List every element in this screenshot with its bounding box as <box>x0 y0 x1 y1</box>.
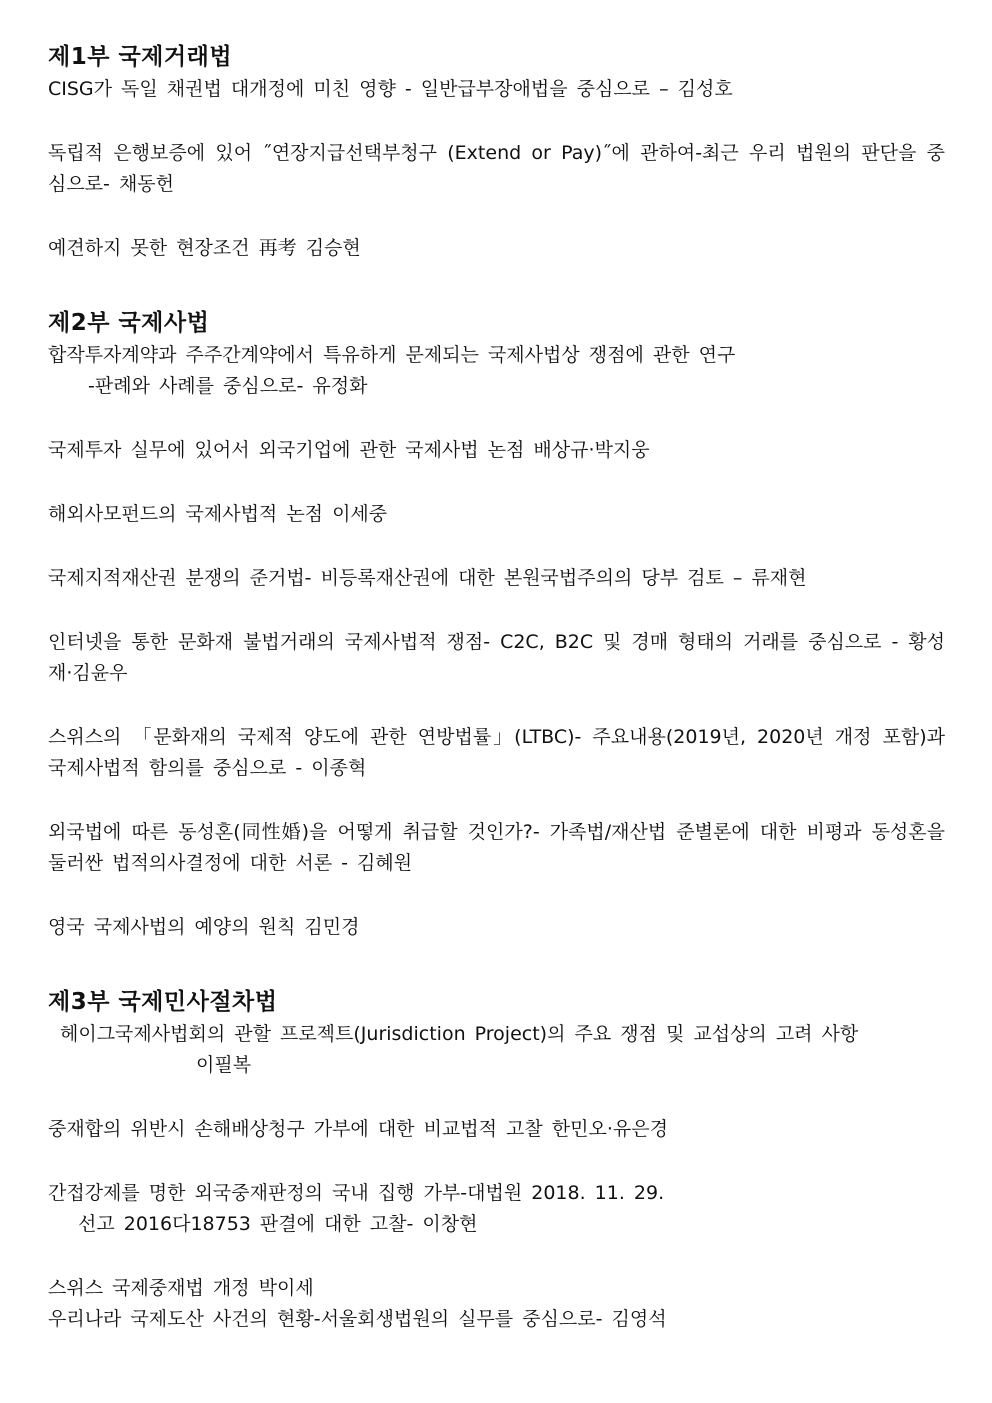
part-1 <box>48 40 945 264</box>
entry: 해외사모펀드의 국제사법적 논점 이세중 <box>48 503 388 525</box>
entry: 예견하지 못한 현장조건 再考 김승현 <box>48 237 361 259</box>
entry: 합작투자계약과 주주간계약에서 특유하게 문제되는 국제사법상 쟁점에 관한 연구 <box>48 344 736 366</box>
entry-continuation: 선고 2016다18753 판결에 대한 고찰- 이창현 <box>78 1213 478 1235</box>
entry-continuation: -판례와 사례를 중심으로- 유정화 <box>88 375 368 397</box>
part-2-title: 제2부 국제사법 <box>48 310 210 336</box>
entry: 스위스의 「문화재의 국제적 양도에 관한 연방법률」(LTBC)- 주요내용(2019년, 2020년 개정 포함)과 국제사법적 함의를 중심으로 - 이종혁 <box>48 726 945 779</box>
entry: 우리나라 국제도산 사건의 현황-서울회생법원의 실무를 중심으로- 김영석 <box>48 1308 667 1330</box>
entry: 외국법에 따른 동성혼(同性婚)을 어떻게 취급할 것인가?- 가족법/재산법 준별론에 대한 비평과 동성혼을 둘러싼 법적의사결정에 대한 서론 - 김혜원 <box>48 821 945 874</box>
entry: 독립적 은행보증에 있어 ˝연장지급선택부청구 (Extend or Pay)˝에 관하여-최근 우리 법원의 판단을 중심으로- 채동헌 <box>48 142 945 195</box>
document-page <box>48 40 945 1335</box>
entry: 스위스 국제중재법 개정 박이세 <box>48 1277 314 1299</box>
part-1-title: 제1부 국제거래법 <box>48 44 233 70</box>
entry: CISG가 독일 채권법 대개정에 미친 영향 - 일반급부장애법을 중심으로 – 김성호 <box>48 78 733 100</box>
entry: 헤이그국제사법회의 관할 프로젝트(Jurisdiction Project)의 주요 쟁점 및 교섭상의 고려 사항 <box>60 1023 859 1045</box>
entry: 인터넷을 통한 문화재 불법거래의 국제사법적 쟁점- C2C, B2C 및 경매 형태의 거래를 중심으로 - 황성재·김윤우 <box>48 631 945 684</box>
entry: 간접강제를 명한 외국중재판정의 국내 집행 가부-대법원 2018. 11. 29. <box>48 1182 665 1204</box>
part-3-title: 제3부 국제민사절차법 <box>48 989 278 1015</box>
entry: 국제투자 실무에 있어서 외국기업에 관한 국제사법 논점 배상규·박지웅 <box>48 439 650 461</box>
part-2 <box>48 306 945 943</box>
entry: 국제지적재산권 분쟁의 준거법- 비등록재산권에 대한 본원국법주의의 당부 검토 – 류재현 <box>48 567 807 589</box>
entry: 중재합의 위반시 손해배상청구 가부에 대한 비교법적 고찰 한민오·유은경 <box>48 1118 668 1140</box>
entry: 영국 국제사법의 예양의 원칙 김민경 <box>48 916 360 938</box>
part-3 <box>48 985 945 1335</box>
entry-continuation: 이필복 <box>196 1054 252 1076</box>
